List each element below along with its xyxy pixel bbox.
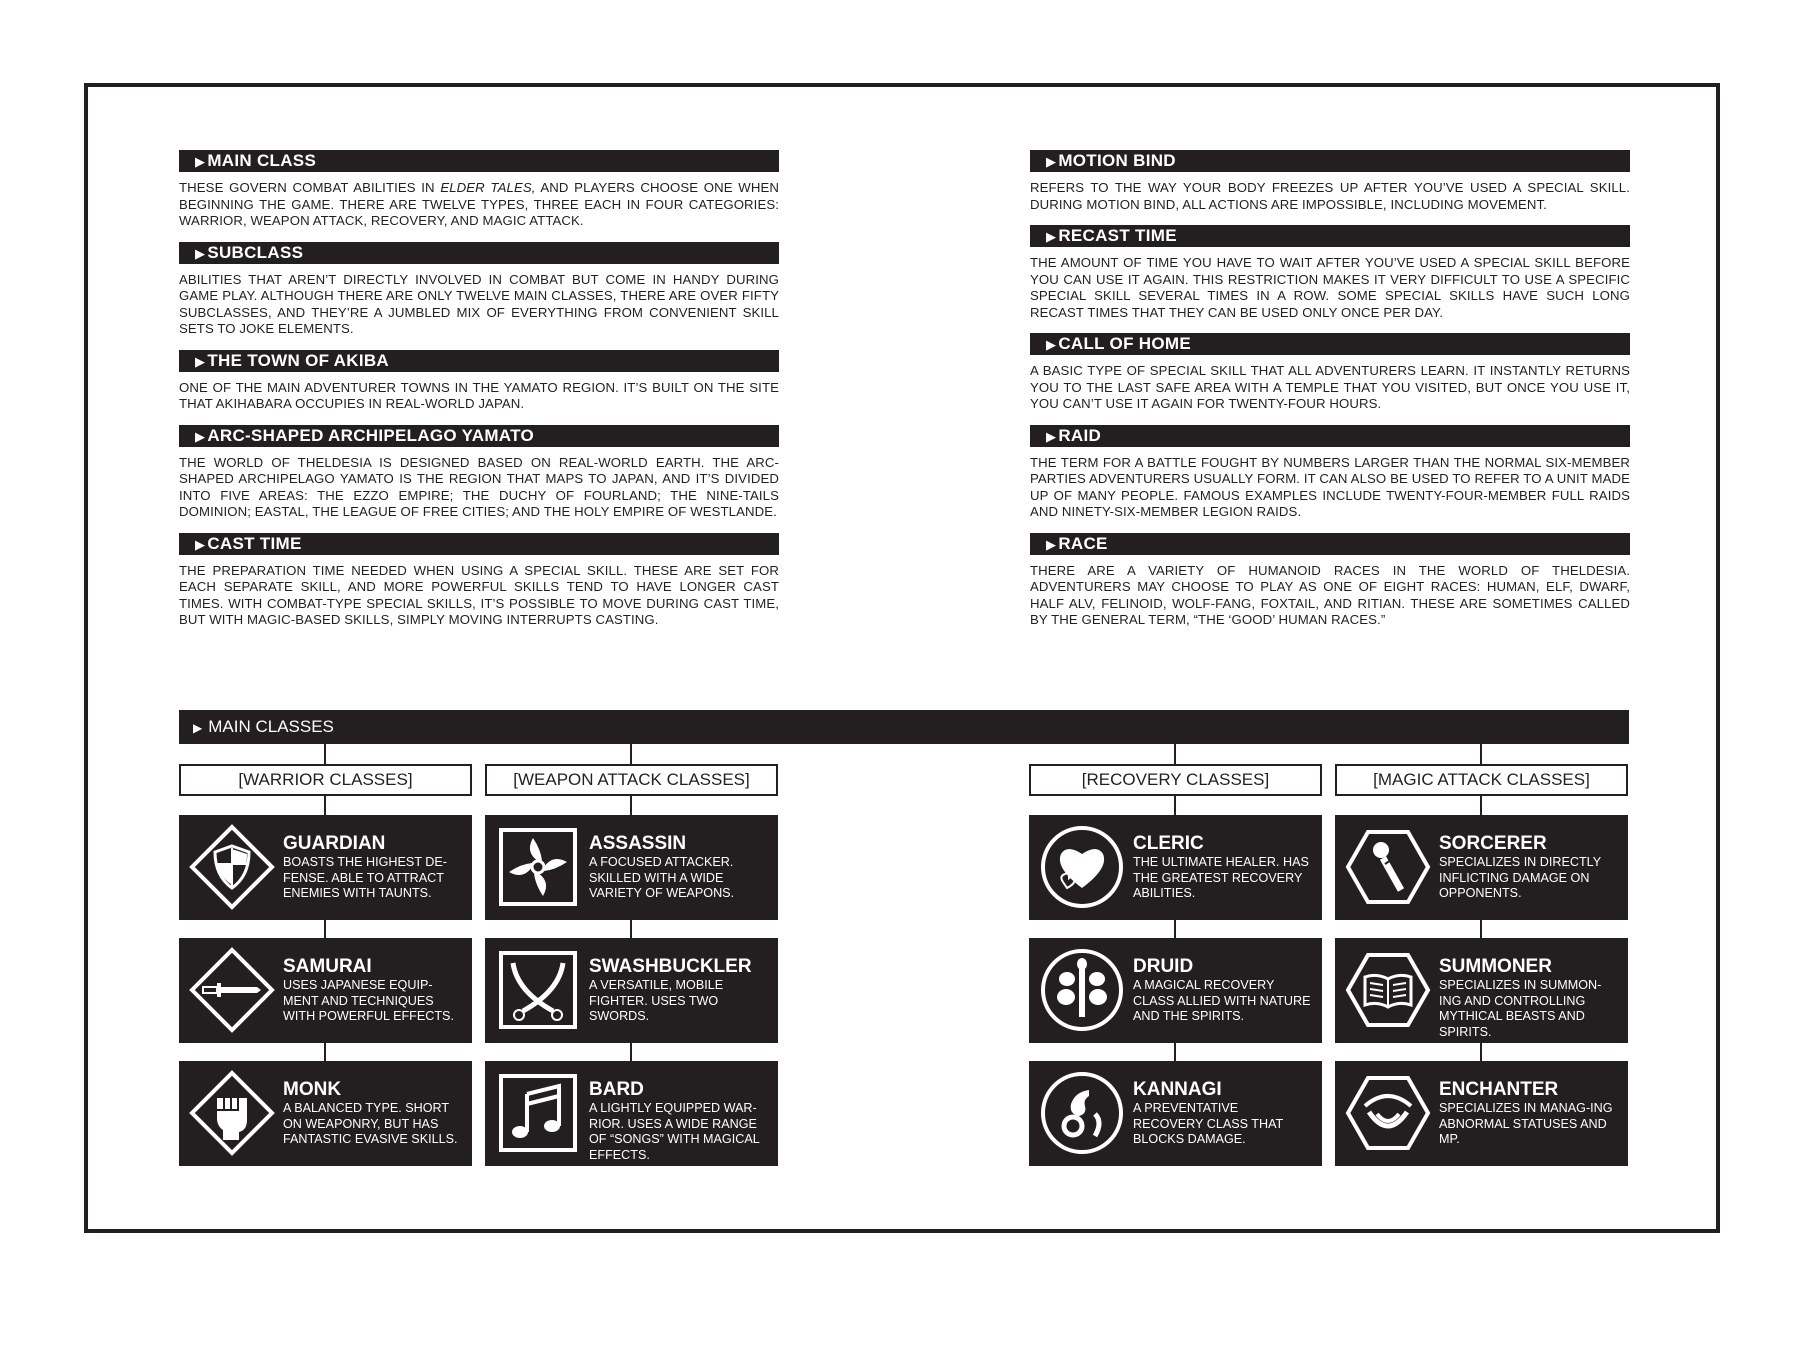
eye-icon bbox=[1345, 1070, 1431, 1156]
glossary-entry-motion-bind bbox=[1030, 150, 1630, 213]
class-card-samurai bbox=[179, 938, 472, 1043]
connector-line bbox=[630, 744, 632, 764]
connector-line bbox=[1480, 744, 1482, 764]
entry-text: ONE OF THE MAIN ADVENTURER TOWNS IN THE YAMATO REGION. IT’S BUILT ON THE SITE THAT AKIHABARA OCCUPIES IN REAL-WORLD JAPAN. bbox=[179, 379, 779, 411]
entry-text: THE PREPARATION TIME NEEDED WHEN USING A SPECIAL SKILL. THESE ARE SET FOR EACH SEPARATE SKILL, AND MORE POWERFUL SKILLS TEND TO HAVE LONGER CAST TIMES. WITH COMBAT-TYPE SPECIAL SKILLS, IT’S POSSIBLE TO MOVE DURING CAST TIME, BUT WITH MAGIC-BASED SKILLS, SIMPLY MOVING INTERRUPTS CASTING. bbox=[179, 562, 779, 627]
entry-heading: ▶ THE TOWN OF AKIBA bbox=[179, 350, 779, 372]
class-description: A PREVENTATIVE RECOVERY CLASS THAT BLOCKS DAMAGE. bbox=[1133, 1101, 1284, 1146]
connector-line bbox=[1174, 744, 1176, 764]
glossary-entry-town-of-akiba bbox=[179, 350, 779, 413]
glossary-right bbox=[1030, 150, 1630, 641]
book-icon bbox=[1345, 947, 1431, 1033]
shield-icon bbox=[189, 824, 275, 910]
class-description: SPECIALIZES IN MANAG-ING ABNORMAL STATUSES AND MP. bbox=[1439, 1101, 1613, 1146]
entry-text: THERE ARE A VARIETY OF HUMANOID RACES IN THE WORLD OF THELDESIA. ADVENTURERS MAY CHOOSE TO PLAY AS ONE OF EIGHT RACES: HUMAN, ELF, DWARF, HALF ALV, FELINOID, WOLF-FANG, FOXTAIL, AND RITIAN. THESE ARE SOMETIMES CALLED BY THE GENERAL TERM, “THE ‘GOOD’ HUMAN RACES.” bbox=[1030, 562, 1630, 627]
shuriken-icon bbox=[495, 824, 581, 910]
class-description: A MAGICAL RECOVERY CLASS ALLIED WITH NATURE AND THE SPIRITS. bbox=[1133, 978, 1311, 1023]
class-name: ASSASSIN bbox=[589, 833, 687, 854]
glossary-entry-call-of-home bbox=[1030, 333, 1630, 413]
class-name: GUARDIAN bbox=[283, 833, 386, 854]
class-card-bard bbox=[485, 1061, 778, 1166]
glossary-entry-archipelago-yamato bbox=[179, 425, 779, 521]
class-card-assassin bbox=[485, 815, 778, 920]
glossary-entry-race bbox=[1030, 533, 1630, 629]
class-name: SORCERER bbox=[1439, 833, 1547, 854]
class-description: SPECIALIZES IN SUMMON-ING AND CONTROLLING MYTHICAL BEASTS AND SPIRITS. bbox=[1439, 978, 1602, 1039]
entry-heading: ▶ MOTION BIND bbox=[1030, 150, 1630, 172]
glossary-entry-raid bbox=[1030, 425, 1630, 521]
entry-text: THE AMOUNT OF TIME YOU HAVE TO WAIT AFTER YOU’VE USED A SPECIAL SKILL BEFORE YOU CAN USE IT AGAIN. THIS RESTRICTION MAKES IT VERY DIFFICULT TO USE A SPECIFIC SPECIAL SKILL SEVERAL TIMES IN A ROW. SOME SPECIAL SKILLS HAVE SUCH LONG RECAST TIMES THAT THEY CAN BE USED ONLY ONCE PER DAY. bbox=[1030, 255, 1630, 320]
entry-heading: ▶ MAIN CLASS bbox=[179, 150, 779, 172]
class-name: MONK bbox=[283, 1079, 342, 1100]
class-card-cleric bbox=[1029, 815, 1322, 920]
class-description: A LIGHTLY EQUIPPED WAR-RIOR. USES A WIDE RANGE OF “SONGS” WITH MAGICAL EFFECTS. bbox=[589, 1101, 760, 1162]
class-description: THE ULTIMATE HEALER. HAS THE GREATEST RECOVERY ABILITIES. bbox=[1133, 855, 1309, 900]
class-name: DRUID bbox=[1133, 956, 1194, 977]
class-card-kannagi bbox=[1029, 1061, 1322, 1166]
entry-heading: ▶ ARC-SHAPED ARCHIPELAGO YAMATO bbox=[179, 425, 779, 447]
glossary-left bbox=[179, 150, 779, 641]
entry-text: THE TERM FOR A BATTLE FOUGHT BY NUMBERS LARGER THAN THE NORMAL SIX-MEMBER PARTIES ADVENTURERS USUALLY FORM. IT CAN ALSO BE USED TO REFER TO A UNIT MADE UP OF MANY PEOPLE. FAMOUS EXAMPLES INCLUDE TWENTY-FOUR-MEMBER FULL RAIDS AND NINETY-SIX-MEMBER LEGION RAIDS. bbox=[1030, 454, 1630, 519]
magatama-icon bbox=[1039, 1070, 1125, 1156]
entry-text: ABILITIES THAT AREN’T DIRECTLY INVOLVED IN COMBAT BUT COME IN HANDY DURING GAME PLAY. ALTHOUGH THERE ARE ONLY TWELVE MAIN CLASSES, THERE ARE OVER FIFTY SUBCLASSES, AND THEY’RE A JUMBLED MIX OF EVERYTHING FROM CONVENIENT SKILL SETS TO JOKE ELEMENTS. bbox=[179, 271, 779, 336]
class-description: SPECIALIZES IN DIRECTLY INFLICTING DAMAGE ON OPPONENTS. bbox=[1439, 855, 1601, 900]
entry-text: THE WORLD OF THELDESIA IS DESIGNED BASED ON REAL-WORLD EARTH. THE ARC-SHAPED ARCHIPELAGO YAMATO IS THE REGION THAT MAPS TO JAPAN, AND IT’S DIVIDED INTO FIVE AREAS: THE EZZO EMPIRE; THE DUCHY OF FOURLAND; THE NINE-TAILS DOMINION; EASTAL, THE LEAGUE OF FREE CITIES; AND THE HOLY EMPIRE OF WESTLANDE. bbox=[179, 454, 779, 519]
class-name: BARD bbox=[589, 1079, 644, 1100]
class-card-summoner bbox=[1335, 938, 1628, 1043]
class-name: SWASHBUCKLER bbox=[589, 956, 752, 977]
class-card-druid bbox=[1029, 938, 1322, 1043]
category-magic-attack: [MAGIC ATTACK CLASSES] bbox=[1335, 764, 1628, 796]
fist-icon bbox=[189, 1070, 275, 1156]
entry-heading: ▶ RACE bbox=[1030, 533, 1630, 555]
category-warrior: [WARRIOR CLASSES] bbox=[179, 764, 472, 796]
class-name: CLERIC bbox=[1133, 833, 1204, 854]
class-card-guardian bbox=[179, 815, 472, 920]
class-description: BOASTS THE HIGHEST DE-FENSE. ABLE TO ATTRACT ENEMIES WITH TAUNTS. bbox=[283, 855, 447, 900]
entry-text: REFERS TO THE WAY YOUR BODY FREEZES UP AFTER YOU’VE USED A SPECIAL SKILL. DURING MOTION BIND, ALL ACTIONS ARE IMPOSSIBLE, INCLUDING MOVEMENT. bbox=[1030, 180, 1630, 212]
glossary-entry-recast-time bbox=[1030, 225, 1630, 321]
connector-line bbox=[324, 744, 326, 764]
heart-icon bbox=[1039, 824, 1125, 910]
class-card-monk bbox=[179, 1061, 472, 1166]
class-description: A FOCUSED ATTACKER. SKILLED WITH A WIDE VARIETY OF WEAPONS. bbox=[589, 855, 735, 900]
entry-heading: ▶ RECAST TIME bbox=[1030, 225, 1630, 247]
class-description: A VERSATILE, MOBILE FIGHTER. USES TWO SWORDS. bbox=[589, 978, 724, 1023]
entry-heading: ▶ RAID bbox=[1030, 425, 1630, 447]
category-recovery: [RECOVERY CLASSES] bbox=[1029, 764, 1322, 796]
crossed-swords-icon bbox=[495, 947, 581, 1033]
class-name: KANNAGI bbox=[1133, 1079, 1222, 1100]
class-card-enchanter bbox=[1335, 1061, 1628, 1166]
class-description: A BALANCED TYPE. SHORT ON WEAPONRY, BUT HAS FANTASTIC EVASIVE SKILLS. bbox=[283, 1101, 458, 1146]
class-name: ENCHANTER bbox=[1439, 1079, 1559, 1100]
glossary-entry-cast-time bbox=[179, 533, 779, 629]
class-name: SUMMONER bbox=[1439, 956, 1552, 977]
staff-icon bbox=[1345, 824, 1431, 910]
class-card-swashbuckler bbox=[485, 938, 778, 1043]
class-card-sorcerer bbox=[1335, 815, 1628, 920]
entry-heading: ▶ CALL OF HOME bbox=[1030, 333, 1630, 355]
glossary-entry-main-class bbox=[179, 150, 779, 230]
category-weapon-attack: [WEAPON ATTACK CLASSES] bbox=[485, 764, 778, 796]
class-name: SAMURAI bbox=[283, 956, 372, 977]
entry-text: THESE GOVERN COMBAT ABILITIES IN ELDER TALES, AND PLAYERS CHOOSE ONE WHEN BEGINNING THE GAME. THERE ARE TWELVE TYPES, THREE EACH IN FOUR CATEGORIES: WARRIOR, WEAPON ATTACK, RECOVERY, AND MAGIC ATTACK. bbox=[179, 180, 779, 228]
glossary-entry-subclass bbox=[179, 242, 779, 338]
tree-icon bbox=[1039, 947, 1125, 1033]
entry-heading: ▶ CAST TIME bbox=[179, 533, 779, 555]
entry-heading: ▶ SUBCLASS bbox=[179, 242, 779, 264]
class-description: USES JAPANESE EQUIP-MENT AND TECHNIQUES WITH POWERFUL EFFECTS. bbox=[283, 978, 454, 1023]
music-note-icon bbox=[495, 1070, 581, 1156]
entry-text: A BASIC TYPE OF SPECIAL SKILL THAT ALL ADVENTURERS LEARN. IT INSTANTLY RETURNS YOU TO THE LAST SAFE AREA WITH A TEMPLE THAT YOU VISITED, BUT ONCE YOU USE IT, YOU CAN’T USE IT AGAIN FOR TWENTY-FOUR HOURS. bbox=[1030, 363, 1630, 411]
main-classes-header: ▶ MAIN CLASSES bbox=[179, 710, 1629, 744]
katana-icon bbox=[189, 947, 275, 1033]
